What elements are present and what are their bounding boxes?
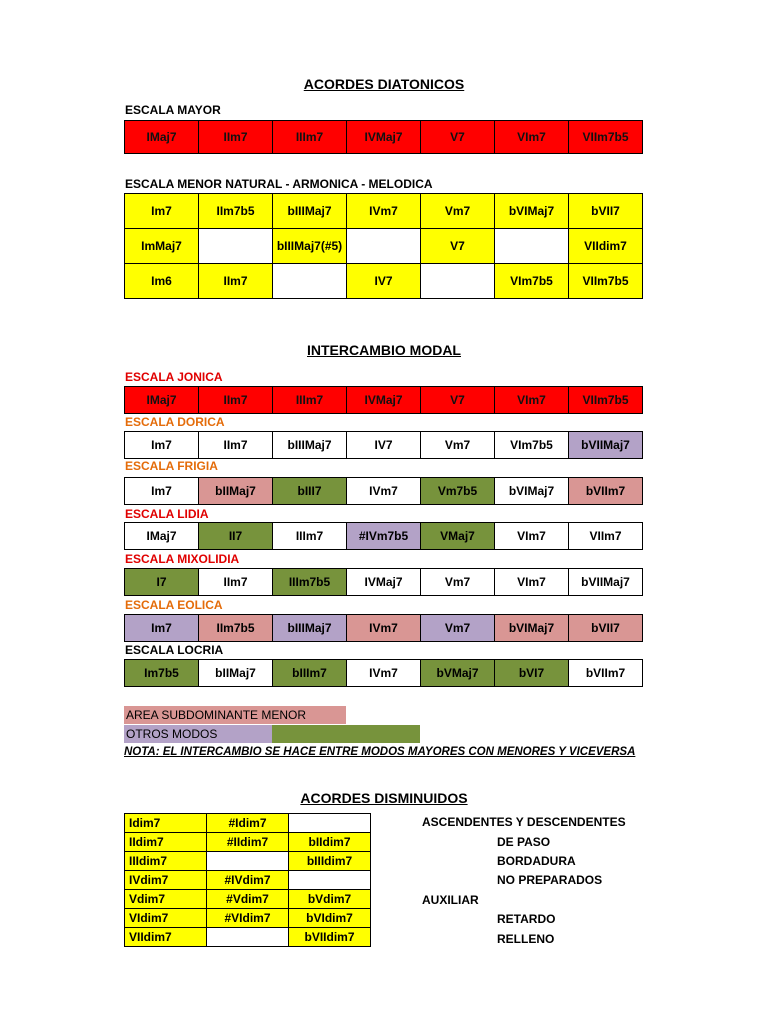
chord-cell: bIIIMaj7 [273,615,347,642]
chord-cell: IIm7 [199,432,273,459]
dim-cell: bVIIdim7 [289,928,371,947]
chord-cell: Vm7 [421,432,495,459]
chord-cell: bIIIMaj7 [273,432,347,459]
chord-cell: Vm7 [421,615,495,642]
uso-no-preparados: NO PREPARADOS [497,873,603,887]
label-escala-lidia: ESCALA LIDIA [125,507,209,521]
table-row [125,523,643,550]
title-acordes-diatonicos: ACORDES DIATONICOS [303,76,465,92]
chord-cell: bVIMaj7 [495,615,569,642]
chord-cell: bIIMaj7 [199,660,273,687]
chord-cell: IIIm7 [273,121,347,154]
chord-cell: VIm7 [495,569,569,596]
chord-cell: bVIMaj7 [495,194,569,229]
label-escala-dorica: ESCALA DORICA [125,415,225,429]
chord-cell: VIm7 [495,387,569,414]
chord-cell: IIm7 [199,569,273,596]
chord-cell: bVII7 [569,615,643,642]
dim-cell: #Idim7 [207,814,289,833]
table-row [125,387,643,414]
chord-cell: bVIIMaj7 [569,569,643,596]
dim-cell: #IVdim7 [207,871,289,890]
dim-cell: bVIdim7 [289,909,371,928]
chord-cell: IIIm7 [273,523,347,550]
chord-cell: ImMaj7 [125,229,199,264]
chord-cell: IIIm7b5 [273,569,347,596]
chord-cell: IVMaj7 [347,387,421,414]
dim-cell: IVdim7 [125,871,207,890]
chord-cell: Im7 [125,432,199,459]
empty-cell [199,229,273,264]
chord-cell: IIm7 [199,121,273,154]
dim-cell: #IIdim7 [207,833,289,852]
label-escala-mayor: ESCALA MAYOR [125,103,221,117]
chord-cell: IV7 [347,432,421,459]
chord-cell: Vm7 [421,194,495,229]
table-escala-locria [124,659,643,687]
label-escala-locria: ESCALA LOCRIA [125,643,224,657]
chord-cell: VMaj7 [421,523,495,550]
uso-de-paso: DE PASO [497,835,551,849]
uso-relleno: RELLENO [497,932,555,946]
table-escala-mixolidia [124,568,643,596]
chord-cell: VIIdim7 [569,229,643,264]
chord-cell: bVII7 [569,194,643,229]
uso-retardo: RETARDO [497,912,556,926]
uso-bordadura: BORDADURA [497,854,576,868]
chord-cell: bVIMaj7 [495,478,569,505]
chord-cell: bVI7 [495,660,569,687]
chord-cell: VIIm7b5 [569,264,643,299]
table-escala-menor [124,193,643,299]
table-escala-jonica [124,386,643,414]
table-row [125,833,371,852]
chord-cell: VIm7 [495,121,569,154]
chord-cell: Im6 [125,264,199,299]
nota-intercambio: NOTA: EL INTERCAMBIO SE HACE ENTRE MODOS MAYORES CON MENORES Y VICEVERSA [124,746,636,758]
dim-cell: VIdim7 [125,909,207,928]
chord-cell: IIm7b5 [199,194,273,229]
table-row [125,909,371,928]
chord-cell: IIm7 [199,387,273,414]
label-escala-eolica: ESCALA EOLICA [125,598,223,612]
table-row [125,569,643,596]
chord-cell: bVIIm7 [569,660,643,687]
legend-otros-modos: OTROS MODOS [124,725,272,743]
chord-cell: bIII7 [273,478,347,505]
table-escala-eolica [124,614,643,642]
chord-cell: II7 [199,523,273,550]
table-row [125,264,643,299]
chord-cell: V7 [421,387,495,414]
chord-cell: IV7 [347,264,421,299]
table-escala-mayor [124,120,643,154]
table-escala-lidia [124,522,643,550]
chord-cell: IIm7 [199,264,273,299]
chord-cell: IVm7 [347,194,421,229]
empty-cell [207,928,289,947]
chord-cell: IMaj7 [125,121,199,154]
label-escala-frigia: ESCALA FRIGIA [125,459,218,473]
chord-cell: Im7 [125,615,199,642]
table-row [125,871,371,890]
dim-cell: bIIdim7 [289,833,371,852]
chord-cell: V7 [421,229,495,264]
dim-cell: Vdim7 [125,890,207,909]
title-acordes-disminuidos: ACORDES DISMINUIDOS [300,790,468,806]
empty-cell [421,264,495,299]
table-row [125,890,371,909]
chord-cell: Im7b5 [125,660,199,687]
chord-cell: bVIIMaj7 [569,432,643,459]
chord-cell: VIm7b5 [495,432,569,459]
chord-cell: V7 [421,121,495,154]
chord-cell: VIIm7b5 [569,121,643,154]
chord-cell: bVMaj7 [421,660,495,687]
empty-cell [273,264,347,299]
empty-cell [289,871,371,890]
empty-cell [347,229,421,264]
chord-cell: IVm7 [347,615,421,642]
dim-cell: IIIdim7 [125,852,207,871]
dim-cell: #Vdim7 [207,890,289,909]
chord-cell: Im7 [125,194,199,229]
chord-cell: IIIm7 [273,387,347,414]
label-escala-jonica: ESCALA JONICA [125,370,223,384]
dim-cell: bIIIdim7 [289,852,371,871]
empty-cell [495,229,569,264]
chord-cell: bIIIMaj7(#5) [273,229,347,264]
chord-cell: bIIIMaj7 [273,194,347,229]
uso-auxiliar: AUXILIAR [422,893,479,907]
table-row [125,194,643,229]
legend-otros-modos-green-swatch [272,725,420,743]
table-escala-frigia [124,477,643,505]
table-row [125,229,643,264]
table-row [125,660,643,687]
table-row [125,478,643,505]
dim-cell: IIdim7 [125,833,207,852]
uso-ascendentes-descendentes: ASCENDENTES Y DESCENDENTES [422,815,626,829]
chord-cell: I7 [125,569,199,596]
chord-cell: IVMaj7 [347,121,421,154]
chord-cell: bIIMaj7 [199,478,273,505]
title-intercambio-modal: INTERCAMBIO MODAL [307,342,461,358]
chord-cell: Vm7b5 [421,478,495,505]
table-row [125,852,371,871]
dim-cell: VIIdim7 [125,928,207,947]
chord-cell: IVMaj7 [347,569,421,596]
table-row [125,814,371,833]
chord-cell: IVm7 [347,478,421,505]
chord-cell: VIm7 [495,523,569,550]
table-disminuidos [124,813,371,947]
table-escala-dorica [124,431,643,459]
chord-cell: #IVm7b5 [347,523,421,550]
label-escala-menor: ESCALA MENOR NATURAL - ARMONICA - MELODICA [125,177,433,191]
chord-cell: VIIm7b5 [569,387,643,414]
chord-cell: Im7 [125,478,199,505]
chord-cell: IMaj7 [125,387,199,414]
dim-cell: #VIdim7 [207,909,289,928]
label-escala-mixolidia: ESCALA MIXOLIDIA [125,552,240,566]
table-row [125,432,643,459]
chord-cell: VIIm7 [569,523,643,550]
chord-cell: IIm7b5 [199,615,273,642]
empty-cell [289,814,371,833]
chord-cell: bVIIm7 [569,478,643,505]
table-row [125,615,643,642]
dim-cell: Idim7 [125,814,207,833]
chord-cell: IVm7 [347,660,421,687]
chord-cell: Vm7 [421,569,495,596]
table-row [125,121,643,154]
chord-cell: IMaj7 [125,523,199,550]
chord-cell: bIIIm7 [273,660,347,687]
dim-cell: bVdim7 [289,890,371,909]
legend-subdominante-menor: AREA SUBDOMINANTE MENOR [124,706,346,724]
table-row [125,928,371,947]
empty-cell [207,852,289,871]
chord-cell: VIm7b5 [495,264,569,299]
